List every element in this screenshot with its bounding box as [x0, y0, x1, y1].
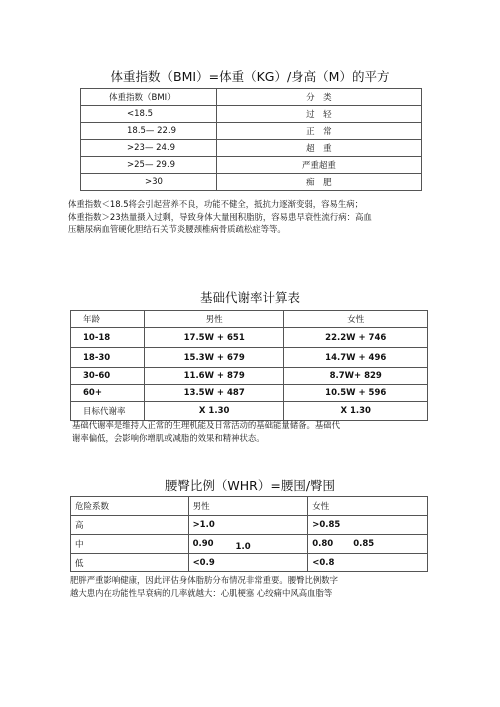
- table-row: [81, 157, 422, 174]
- table-row: [71, 535, 428, 554]
- bmr-cell-age: 30-60: [71, 368, 145, 385]
- bmr-cell-age: 10-18: [71, 328, 145, 348]
- bmr-cell-female: 22.2W + 746: [284, 328, 428, 348]
- bmr-cell-female: 8.7W+ 829: [284, 368, 428, 385]
- whr-notes: [70, 574, 338, 599]
- bmi-header-index: 体重指数（BMI）: [81, 89, 217, 106]
- bmr-cell-male: 13.5W + 487: [144, 385, 284, 402]
- table-row: [71, 368, 428, 385]
- whr-table: [70, 496, 428, 572]
- bmr-cell-male: X 1.30: [144, 402, 284, 421]
- whr-male-high: 1.0: [235, 542, 251, 552]
- bmr-cell-age: 目标代谢率: [71, 402, 145, 421]
- table-row: [71, 348, 428, 368]
- table-row: [81, 174, 422, 191]
- table-row: [71, 328, 428, 348]
- whr-header-female: 女性: [308, 497, 428, 516]
- bmi-cell-category: 超 重: [216, 140, 421, 157]
- table-row: [81, 140, 422, 157]
- bmr-note-line: 谢率偏低，会影响你增肌或减脂的效果和精神状态。: [72, 432, 265, 443]
- whr-note-line: 越大患内在功能性早衰病的几率就越大：心肌梗塞 心绞痛中风高血脂等: [70, 587, 333, 598]
- whr-female-low: 0.80: [312, 539, 334, 549]
- bmi-note-line: 体重指数＜18.5将会引起营养不良，功能不健全，抵抗力逐渐变弱，容易生病；: [68, 199, 364, 209]
- whr-cell-female: >0.85: [308, 516, 428, 535]
- whr-cell-male: <0.9: [188, 554, 308, 572]
- whr-cell-female: <0.8: [308, 554, 428, 572]
- bmr-cell-female: 10.5W + 596: [284, 385, 428, 402]
- table-row: [71, 385, 428, 402]
- table-row: [71, 497, 428, 516]
- bmr-cell-age: 60+: [71, 385, 145, 402]
- bmi-notes: [68, 198, 372, 236]
- table-row: [71, 516, 428, 535]
- bmr-cell-male: 15.3W + 679: [144, 348, 284, 368]
- bmi-header-category: 分 类: [216, 89, 421, 106]
- bmr-note-line: 基础代谢率是维持人正常的生理机能及日常活动的基础能量储备。基础代: [72, 420, 340, 430]
- table-row: [81, 123, 422, 140]
- bmr-header-age: 年龄: [71, 311, 145, 328]
- bmr-cell-female: X 1.30: [284, 402, 428, 421]
- bmi-table: [80, 88, 422, 191]
- bmi-cell-index: <18.5: [81, 106, 217, 123]
- bmi-cell-index: >25— 29.9: [81, 157, 217, 174]
- table-row: [71, 311, 428, 328]
- whr-cell-level: 中: [71, 535, 189, 554]
- whr-cell-male: [188, 535, 308, 554]
- bmr-cell-age: 18-30: [71, 348, 145, 368]
- bmi-cell-index: >30: [81, 174, 217, 191]
- bmi-note-line: 压糖尿病血管硬化胆结石关节炎腰颈椎病骨质疏松症等等。: [68, 224, 286, 234]
- bmi-cell-index: >23— 24.9: [81, 140, 217, 157]
- bmi-cell-category: 严重超重: [216, 157, 421, 174]
- whr-cell-level: 低: [71, 554, 189, 572]
- whr-cell-level: 高: [71, 516, 189, 535]
- bmi-cell-category: 痴 肥: [216, 174, 421, 191]
- whr-male-low: 0.90: [192, 539, 214, 549]
- bmr-notes: [72, 419, 340, 444]
- whr-header-risk: 危险系数: [71, 497, 189, 516]
- bmr-cell-male: 17.5W + 651: [144, 328, 284, 348]
- bmr-title: 基础代谢率计算表: [199, 290, 300, 305]
- whr-cell-female: [308, 535, 428, 554]
- bmr-header-male: 男性: [144, 311, 284, 328]
- whr-header-male: 男性: [188, 497, 308, 516]
- whr-note-line: 肥胖严重影响健康，因此评估身体脂肪分布情况非常重要。腰臀比例数字: [70, 575, 338, 585]
- bmr-cell-male: 11.6W + 879: [144, 368, 284, 385]
- bmi-cell-category: 过 轻: [216, 106, 421, 123]
- bmi-note-line: 体重指数＞23热量摄入过剩，导致身体大量囤积脂肪，容易患早衰性流行病：高血: [68, 211, 372, 222]
- bmr-cell-female: 14.7W + 496: [284, 348, 428, 368]
- bmi-title: 体重指数（BMI）=体重（KG）/身高（M）的平方: [110, 69, 390, 84]
- bmi-cell-category: 正 常: [216, 123, 421, 140]
- table-row: [81, 106, 422, 123]
- bmr-table: [70, 310, 428, 421]
- table-row: [81, 89, 422, 106]
- whr-title: 腰臀比例（WHR）=腰围/臀围: [164, 478, 336, 493]
- bmi-cell-index: 18.5— 22.9: [81, 123, 217, 140]
- whr-female-high: 0.85: [353, 539, 375, 549]
- table-row: [71, 402, 428, 421]
- table-row: [71, 554, 428, 572]
- bmr-header-female: 女性: [284, 311, 428, 328]
- whr-cell-male: >1.0: [188, 516, 308, 535]
